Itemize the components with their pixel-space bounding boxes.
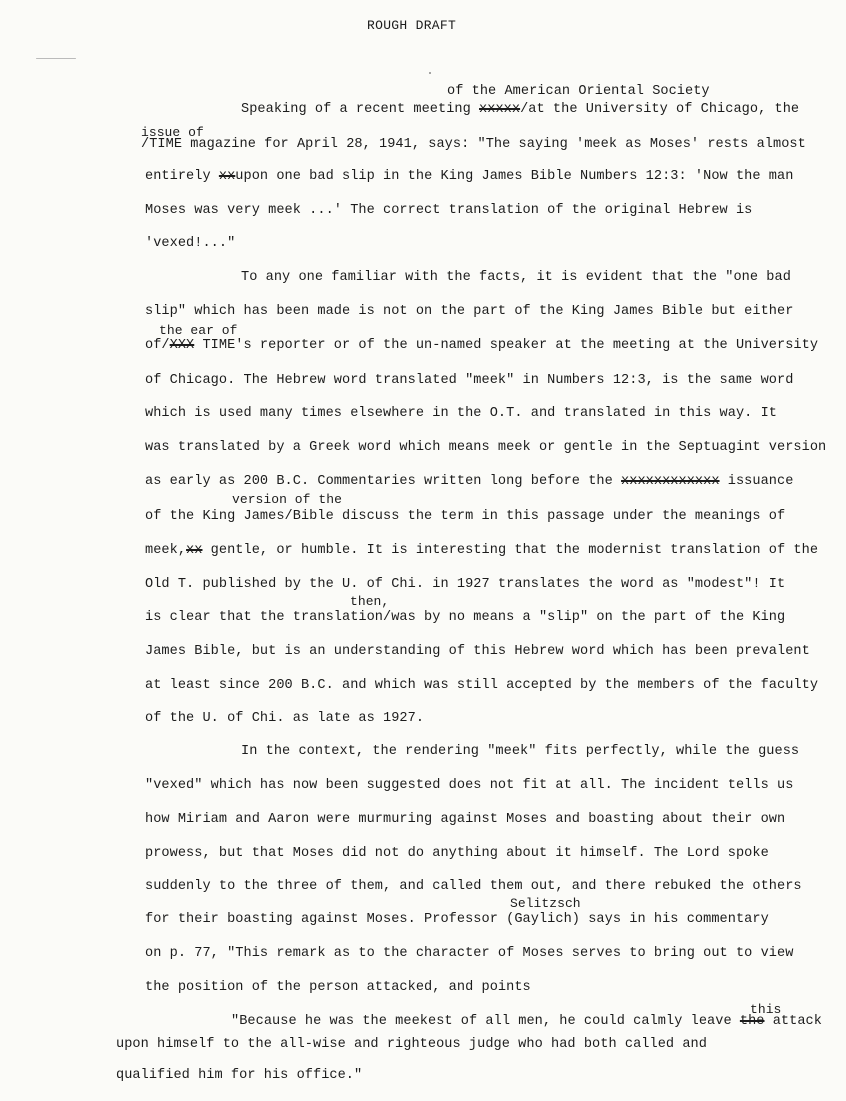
- p3-line-5: suddenly to the three of them, and called them out, and there rebuked the others: [145, 879, 802, 894]
- quote-line-2: upon himself to the all-wise and righteous judge who had both called and: [116, 1037, 707, 1052]
- p2-line-11: is clear that the translation/was by no means a "slip" on the part of the King: [145, 610, 786, 625]
- stray-mark: [36, 58, 76, 59]
- struck-text: XXX: [169, 338, 195, 353]
- p2-line-2: slip" which has been made is not on the part of the King James Bible but either: [145, 304, 794, 319]
- p2-line-10: Old T. published by the U. of Chi. in 1927 translates the word as "modest"! It: [145, 577, 786, 592]
- struck-text: xx: [186, 543, 203, 558]
- document-title: ROUGH DRAFT: [367, 18, 457, 33]
- p3-line-6: for their boasting against Moses. Professor (Gaylich) says in his commentary: [145, 912, 769, 927]
- quote-line-3: qualified him for his office.": [116, 1068, 363, 1083]
- insertion-version-of-the: version of the: [232, 492, 342, 507]
- p2-line-3: of/XXX TIME's reporter or of the un-named speaker at the meeting at the University: [145, 338, 819, 353]
- struck-text: xxxxx: [479, 102, 521, 117]
- p2-line-1: To any one familiar with the facts, it is evident that the "one bad: [241, 270, 791, 285]
- p3-line-3: how Miriam and Aaron were murmuring against Moses and boasting about their own: [145, 812, 786, 827]
- p2-line-4: of Chicago. The Hebrew word translated "meek" in Numbers 12:3, is the same word: [145, 373, 794, 388]
- p2-line-6: was translated by a Greek word which means meek or gentle in the Septuagint version: [145, 440, 827, 455]
- insertion-issue-of: issue of: [141, 125, 204, 140]
- insertion-the-ear-of: the ear of: [159, 323, 238, 338]
- insertion-society: of the American Oriental Society: [447, 84, 710, 99]
- p3-line-4: prowess, but that Moses did not do anything about it himself. The Lord spoke: [145, 846, 769, 861]
- p2-line-14: of the U. of Chi. as late as 1927.: [145, 711, 425, 726]
- insertion-selitzsch: Selitzsch: [510, 896, 581, 911]
- stray-mark: [429, 72, 431, 74]
- p3-line-1: In the context, the rendering "meek" fits perfectly, while the guess: [241, 744, 800, 759]
- p2-line-9: meek,xx gentle, or humble. It is interesting that the modernist translation of the: [145, 543, 819, 558]
- p2-line-12: James Bible, but is an understanding of this Hebrew word which has been prevalent: [145, 644, 810, 659]
- struck-text: xxxxxxxxxxxx: [621, 474, 720, 489]
- p2-line-8: of the King James/Bible discuss the term in this passage under the meanings of: [145, 509, 786, 524]
- p1-line-5: 'vexed!...": [145, 236, 236, 251]
- p3-line-8: the position of the person attacked, and points: [145, 980, 531, 995]
- p1-line-1: Speaking of a recent meeting xxxxx/at the University of Chicago, the: [241, 102, 800, 117]
- p1-line-3: entirely xxupon one bad slip in the King James Bible Numbers 12:3: 'Now the man: [145, 169, 794, 184]
- struck-text: the: [739, 1014, 765, 1029]
- p1-line-2: /TIME magazine for April 28, 1941, says: "The saying 'meek as Moses' rests almost: [141, 137, 806, 152]
- p3-line-7: on p. 77, "This remark as to the character of Moses serves to bring out to view: [145, 946, 794, 961]
- quote-line-1: "Because he was the meekest of all men, he could calmly leave the attack: [231, 1014, 822, 1029]
- p1-line-4: Moses was very meek ...' The correct translation of the original Hebrew is: [145, 203, 753, 218]
- p2-line-13: at least since 200 B.C. and which was still accepted by the members of the faculty: [145, 678, 819, 693]
- struck-text: xx: [218, 169, 236, 184]
- insertion-then: then,: [350, 594, 390, 609]
- p3-line-2: "vexed" which has now been suggested does not fit at all. The incident tells us: [145, 778, 794, 793]
- p2-line-7: as early as 200 B.C. Commentaries written long before the xxxxxxxxxxxx issuance: [145, 474, 794, 489]
- insertion-this: this: [750, 1002, 782, 1017]
- p2-line-5: which is used many times elsewhere in the O.T. and translated in this way. It: [145, 406, 777, 421]
